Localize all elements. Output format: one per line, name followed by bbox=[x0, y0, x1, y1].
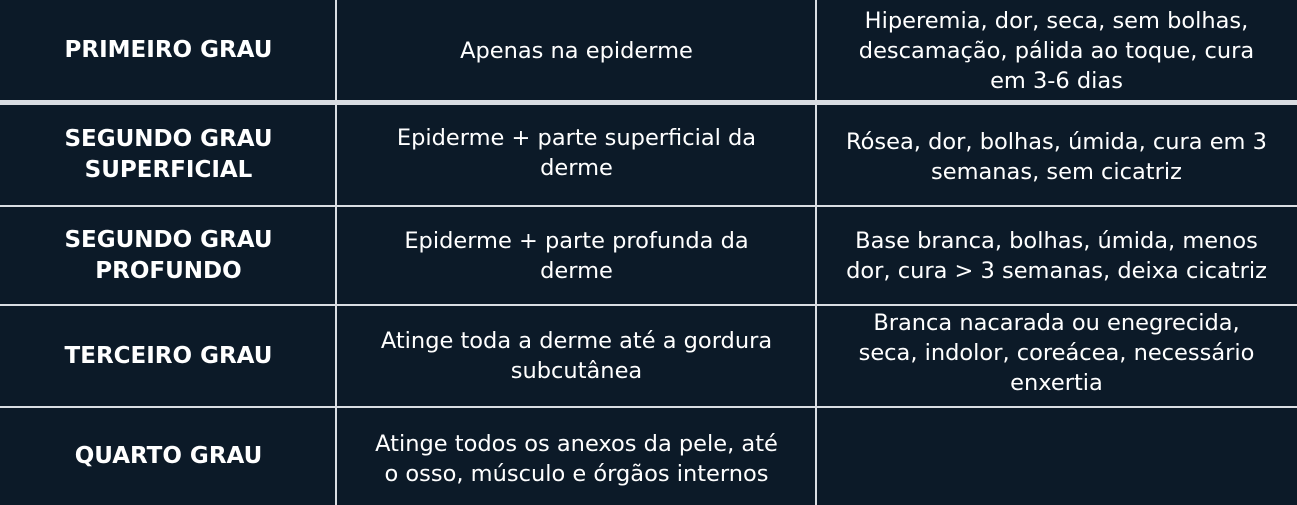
table-row bbox=[0, 207, 1297, 304]
column-divider bbox=[335, 0, 337, 505]
depth-cell: Epiderme + parte superficial da derme bbox=[396, 125, 757, 181]
row-divider bbox=[0, 304, 1297, 306]
grade-cell: TERCEIRO GRAU bbox=[64, 342, 273, 369]
grade-cell: QUARTO GRAU bbox=[74, 443, 263, 469]
features-cell: Branca nacarada ou enegrecida, seca, indolor, coreácea, necessário enxertia bbox=[858, 310, 1255, 396]
depth-cell: Apenas na epiderme bbox=[460, 37, 693, 64]
features-cell: Rósea, dor, bolhas, úmida, cura em 3 semanas, sem cicatriz bbox=[846, 129, 1267, 185]
table-row bbox=[0, 105, 1297, 205]
grade-cell: PRIMEIRO GRAU bbox=[64, 37, 273, 63]
depth-cell: Epiderme + parte profunda da derme bbox=[404, 227, 749, 284]
column-divider bbox=[815, 0, 817, 505]
table-row bbox=[0, 306, 1297, 406]
features-cell bbox=[816, 408, 1297, 505]
row-divider bbox=[0, 205, 1297, 207]
row-divider bbox=[0, 406, 1297, 408]
depth-cell: Atinge todos os anexos da pele, até o osso, músculo e órgãos internos bbox=[375, 430, 778, 487]
features-cell: Hiperemia, dor, seca, sem bolhas, descamação, pálida ao toque, cura em 3-6 dias bbox=[858, 7, 1255, 94]
features-cell: Base branca, bolhas, úmida, menos dor, cura > 3 semanas, deixa cicatriz bbox=[846, 227, 1267, 284]
grade-cell: SEGUNDO GRAU PROFUNDO bbox=[64, 226, 273, 284]
depth-cell: Atinge toda a derme até a gordura subcutânea bbox=[380, 328, 773, 384]
table-row bbox=[0, 408, 1297, 505]
grade-cell: SEGUNDO GRAU SUPERFICIAL bbox=[64, 126, 273, 183]
table-row bbox=[0, 0, 1297, 101]
header-divider bbox=[0, 100, 1297, 105]
